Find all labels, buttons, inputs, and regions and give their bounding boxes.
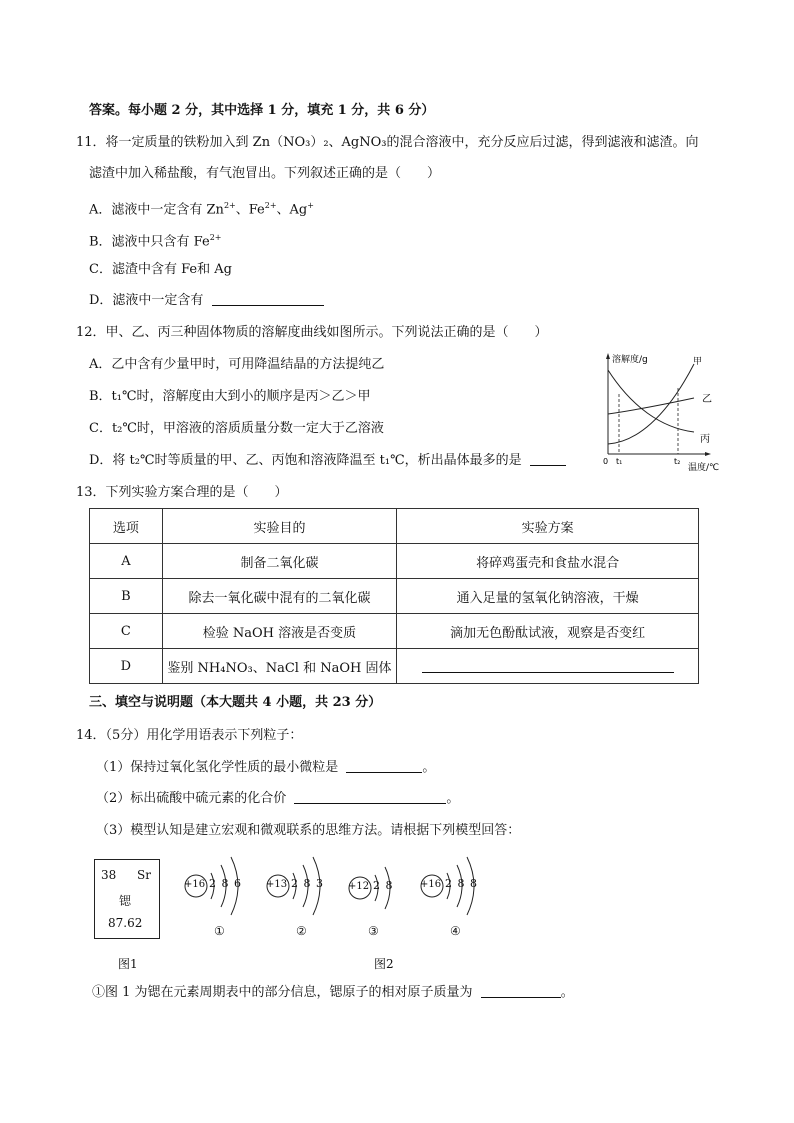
- q11-stem-line2: 滤渣中加入稀盐酸，有气泡冒出。下列叙述正确的是（ ）: [89, 166, 441, 181]
- q14-sub1-blank[interactable]: [481, 983, 561, 998]
- q11-answer-blank[interactable]: [212, 291, 324, 306]
- q13-answer-blank[interactable]: [422, 658, 674, 673]
- q11-option-a-text: A．滤液中一定含有 Zn: [89, 202, 224, 218]
- electron-config: 2 8 6: [209, 877, 242, 890]
- element-name: 锶: [119, 894, 132, 908]
- y-axis-arrow: [606, 353, 610, 359]
- q12-option-c: C．t₂℃时，甲溶液的溶质质量分数一定大于乙溶液: [89, 421, 384, 436]
- q14-part1-text: （1）保持过氧化氢化学性质的最小微粒是: [96, 760, 339, 775]
- q11-option-a-mid2: 、Ag: [276, 202, 308, 218]
- series-bing-label: 丙: [700, 434, 710, 445]
- q14-part1-blank[interactable]: [346, 758, 422, 773]
- element-card: [94, 859, 160, 939]
- t1-tick-label: t₁: [616, 457, 623, 466]
- q14-part3: （3）模型认知是建立宏观和微观联系的思维方法。请根据下列模型回答：: [96, 823, 521, 838]
- q12-answer-blank[interactable]: [530, 451, 566, 466]
- table-row: [90, 579, 699, 614]
- q11-option-a-sup3: +: [307, 201, 314, 210]
- header-option: 选项: [90, 509, 163, 544]
- row-plan: 将碎鸡蛋壳和食盐水混合: [397, 544, 699, 579]
- atom-model: [342, 848, 406, 940]
- atom-model: [178, 848, 250, 940]
- element-mass: 87.62: [108, 916, 143, 930]
- row-option: B: [90, 579, 163, 614]
- q11-option-a-sup1: 2+: [223, 201, 236, 210]
- q12-option-d-text: D．将 t₂℃时等质量的甲、乙、丙饱和溶液降温至 t₁℃，析出晶体最多的是: [89, 453, 522, 468]
- nucleus-charge: +16: [184, 879, 206, 890]
- header-note: 答案。每小题 2 分，其中选择 1 分，填充 1 分，共 6 分）: [89, 103, 435, 118]
- table-header-row: [90, 509, 699, 544]
- table-row: [90, 544, 699, 579]
- q14-part2-text: （2）标出硫酸中硫元素的化合价: [96, 791, 287, 806]
- row-option: D: [90, 649, 163, 684]
- table-row: [90, 649, 699, 684]
- q14-part2-blank[interactable]: [294, 789, 446, 804]
- row-purpose: 除去一氧化碳中混有的二氧化碳: [162, 579, 396, 614]
- q11-option-a: [89, 196, 314, 220]
- series-yi-curve: [608, 398, 694, 414]
- header-plan: 实验方案: [397, 509, 699, 544]
- q12-option-d: [89, 451, 566, 471]
- solubility-chart: [596, 348, 726, 472]
- q13-stem: 13．下列实验方案合理的是（ ）: [76, 485, 288, 500]
- electron-config: 2 8 3: [291, 877, 324, 890]
- nucleus-charge: +13: [266, 879, 288, 890]
- q11-option-b-text: B．滤液中只含有 Fe: [89, 234, 210, 250]
- series-jia-curve: [608, 364, 694, 444]
- q12-stem: 12．甲、乙、丙三种固体物质的溶解度曲线如图所示。下列说法正确的是（ ）: [76, 325, 548, 340]
- model-label: ③: [368, 924, 379, 938]
- series-jia-label: 甲: [693, 357, 703, 367]
- q14-part1-end: 。: [422, 760, 436, 775]
- row-option: C: [90, 614, 163, 649]
- row-plan: 通入足量的氢氧化钠溶液，干燥: [397, 579, 699, 614]
- q11-option-c: C．滤渣中含有 Fe和 Ag: [89, 262, 232, 277]
- atom-model: [260, 848, 332, 940]
- q14-part2: [96, 789, 459, 809]
- q11-option-d: [89, 291, 324, 311]
- t2-tick-label: t₂: [674, 457, 681, 466]
- header-purpose: 实验目的: [162, 509, 396, 544]
- q11-option-d-text: D．滤液中一定含有: [89, 293, 204, 308]
- figure-1-caption: 图1: [118, 957, 138, 971]
- figure-2-caption: 图2: [374, 957, 394, 971]
- q14-stem: 14．（5分）用化学用语表示下列粒子：: [76, 728, 303, 743]
- q14-sub1-text: ①图 1 为锶在元素周期表中的部分信息，锶原子的相对原子质量为: [92, 985, 473, 1000]
- model-label: ②: [296, 924, 307, 938]
- q11-option-a-sup2: 2+: [264, 201, 277, 210]
- model-label: ①: [214, 924, 225, 938]
- electron-config: 2 8: [373, 879, 394, 892]
- element-number: 38: [101, 868, 117, 882]
- row-purpose: 制备二氧化碳: [162, 544, 396, 579]
- q12-option-b: B．t₁℃时，溶解度由大到小的顺序是丙＞乙＞甲: [89, 389, 371, 404]
- x-axis-arrow: [705, 452, 711, 456]
- q11-option-b-sup: 2+: [209, 233, 222, 242]
- row-purpose: 检验 NaOH 溶液是否变质: [162, 614, 396, 649]
- row-option: A: [90, 544, 163, 579]
- q14-part2-end: 。: [446, 791, 460, 806]
- q14-part1: [96, 758, 435, 778]
- q14-sub1: [92, 983, 574, 1003]
- row-purpose: 鉴别 NH₄NO₃、NaCl 和 NaOH 固体: [162, 649, 396, 684]
- q11-option-a-mid: 、Fe: [235, 202, 265, 218]
- nucleus-charge: +16: [420, 879, 442, 890]
- section-3-heading: 三、填空与说明题（本大题共 4 小题，共 23 分）: [89, 695, 382, 710]
- q12-option-a: A．乙中含有少量甲时，可用降温结晶的方法提纯乙: [89, 357, 385, 372]
- table-row: [90, 614, 699, 649]
- q11-stem-line1: 11．将一定质量的铁粉加入到 Zn（NO₃）₂、AgNO₃的混合溶液中，充分反应后过滤，得到滤液和滤渣。向: [76, 135, 699, 150]
- electron-config: 2 8 8: [445, 877, 478, 890]
- row-plan: [397, 649, 699, 684]
- experiment-table: [89, 508, 699, 684]
- x-axis-label: 温度/℃: [688, 463, 720, 472]
- element-symbol: Sr: [137, 868, 151, 882]
- series-yi-label: 乙: [702, 394, 712, 405]
- atom-model: [414, 848, 486, 940]
- y-axis-label: 溶解度/g: [612, 355, 648, 365]
- q11-option-b: [89, 228, 222, 252]
- nucleus-charge: +12: [348, 881, 370, 892]
- q14-sub1-end: 。: [560, 985, 574, 1000]
- row-plan: 滴加无色酚酞试液，观察是否变红: [397, 614, 699, 649]
- origin-label: 0: [603, 457, 609, 466]
- model-label: ④: [450, 924, 461, 938]
